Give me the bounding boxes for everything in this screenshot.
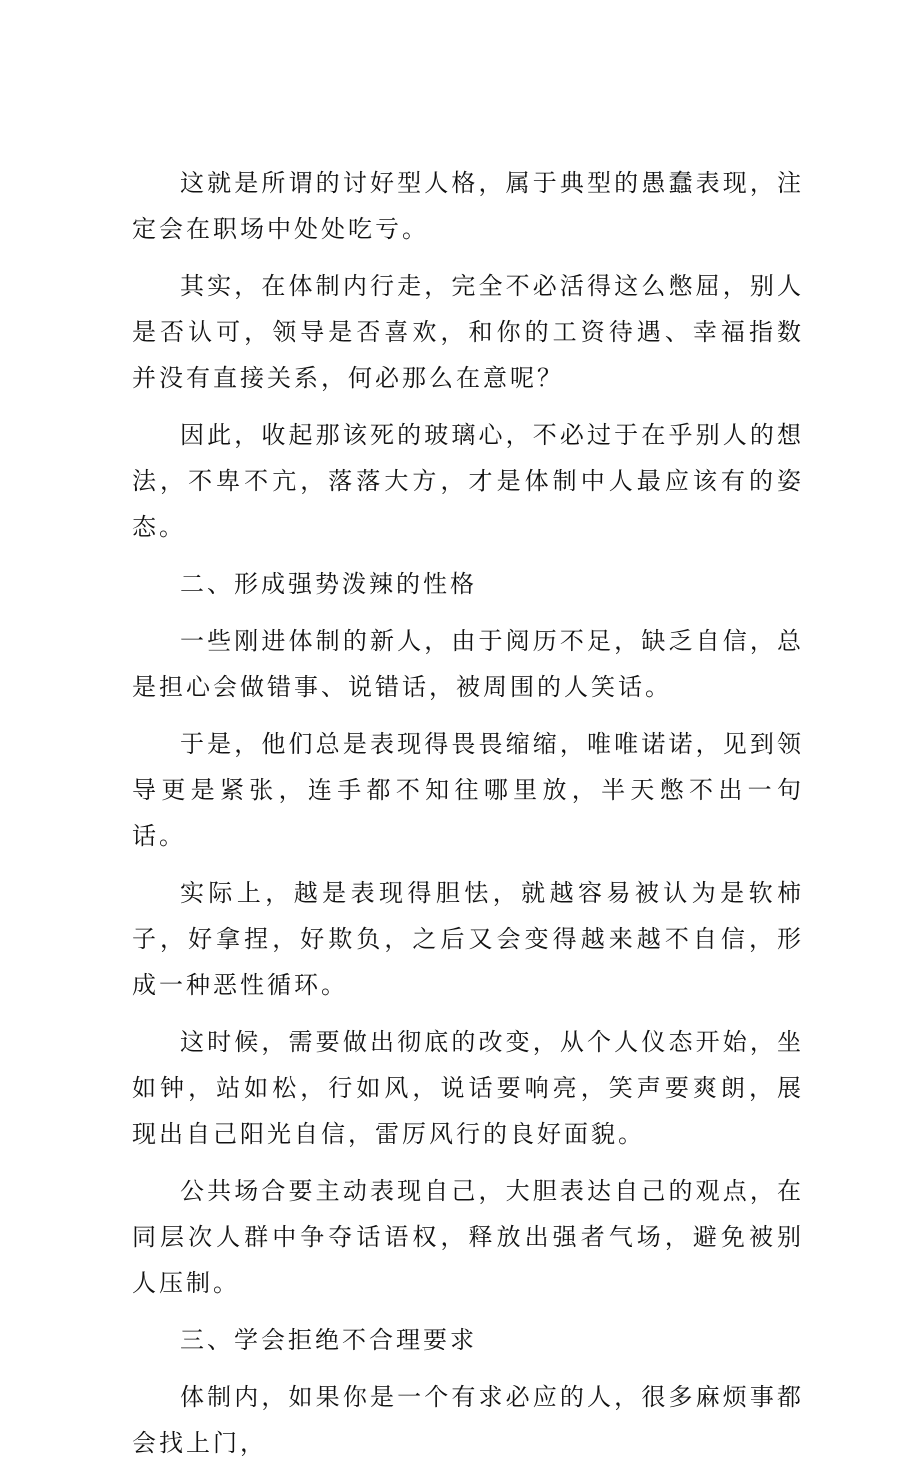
paragraph: 公共场合要主动表现自己，大胆表达自己的观点，在同层次人群中争夺话语权，释放出强者气场，避免被别人压制。	[132, 1177, 804, 1297]
paragraph: 其实，在体制内行走，完全不必活得这么憋屈，别人是否认可，领导是否喜欢，和你的工资待遇、幸福指数并没有直接关系，何必那么在意呢？	[132, 272, 804, 392]
paragraph: 这时候，需要做出彻底的改变，从个人仪态开始，坐如钟，站如松，行如风，说话要响亮，笑声要爽朗，展现出自己阳光自信，雷厉风行的良好面貌。	[132, 1028, 804, 1148]
paragraph: 一些刚进体制的新人，由于阅历不足，缺乏自信，总是担心会做错事、说错话，被周围的人笑话。	[132, 627, 804, 701]
paragraph: 体制内，如果你是一个有求必应的人，很多麻烦事都会找上门，	[132, 1383, 804, 1457]
paragraph: 因此，收起那该死的玻璃心，不必过于在乎别人的想法，不卑不亢，落落大方，才是体制中人最应该有的姿态。	[132, 421, 804, 541]
paragraph: 于是，他们总是表现得畏畏缩缩，唯唯诺诺，见到领导更是紧张，连手都不知往哪里放，半天憋不出一句话。	[132, 730, 804, 850]
section-heading: 二、形成强势泼辣的性格	[180, 570, 477, 598]
paragraph: 实际上，越是表现得胆怯，就越容易被认为是软柿子，好拿捏，好欺负，之后又会变得越来越不自信，形成一种恶性循环。	[132, 879, 804, 999]
document-body	[132, 160, 804, 1477]
paragraph: 这就是所谓的讨好型人格，属于典型的愚蠢表现，注定会在职场中处处吃亏。	[132, 169, 804, 243]
section-heading: 三、学会拒绝不合理要求	[180, 1326, 477, 1354]
